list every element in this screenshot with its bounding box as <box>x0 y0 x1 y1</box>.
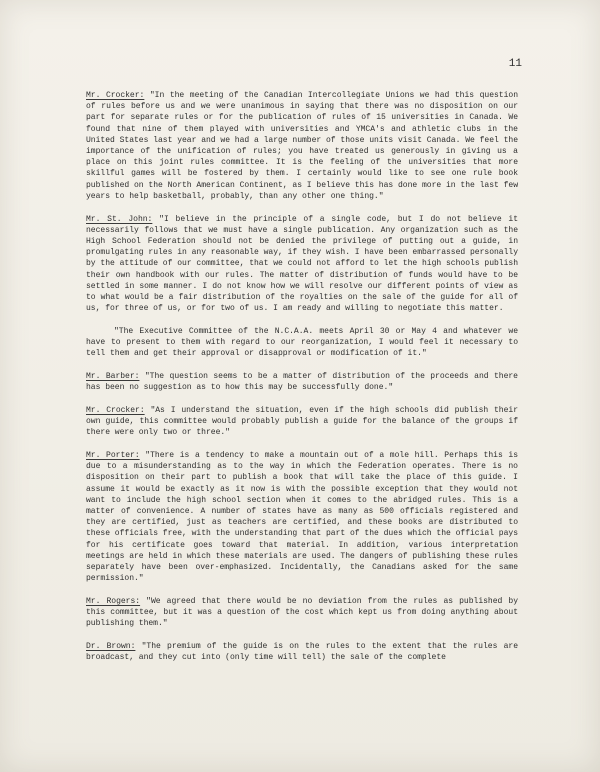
paragraph-crocker-2 <box>86 405 518 439</box>
paragraph-barber <box>86 371 518 393</box>
paragraph-text: "The Executive Committee of the N.C.A.A. meets April 30 or May 4 and whatever we have to present to them with regard to our reorganization, I would feel it necessary to tell them and get their approval or disapproval or modification of it." <box>86 326 518 359</box>
paragraph-text: "The question seems to be a matter of distribution of the proceeds and there has been no suggestion as to how this may be successfully done." <box>86 371 518 393</box>
paragraph-text: "We agreed that there would be no deviation from the rules as published by this committee, but it was a question of the cost which kept us from doing anything about publishing them." <box>86 596 518 629</box>
paragraph-brown <box>86 641 518 663</box>
paragraph-text: "I believe in the principle of a single code, but I do not believe it necessarily follows that we must have a single publication. Any organization such as the High School Federation should not be denied the privilege of putting out a guide, in promulgating rules in any reasonable way, if they wish. I have been embarrassed personally by the attitude of our committee, that we could not afford to let the high schools publish their own handbook with our rules. The matter of distribution of funds would have to be settled in some manner. I do not know how we will resolve our different points of view as to what would be a fair distribution of the royalties on the sale of the guide for all of us, for three of us, or for two of us. I am ready and willing to negotiate this matter. <box>86 214 518 314</box>
document-body <box>86 90 518 675</box>
paragraph-text: "The premium of the guide is on the rules to the extent that the rules are broadcast, and they cut into (only time will tell) the sale of the complete <box>86 642 518 663</box>
paragraph-rogers <box>86 596 518 630</box>
speaker-name: Mr. Barber: <box>86 371 140 381</box>
speaker-name: Mr. St. John: <box>86 214 153 224</box>
paragraph-crocker-1 <box>86 90 518 202</box>
speaker-name: Mr. Rogers: <box>86 596 141 606</box>
speaker-name: Dr. Brown: <box>86 642 136 652</box>
paragraph-st-john <box>86 214 518 315</box>
speaker-name: Mr. Crocker: <box>86 91 145 100</box>
speaker-name: Mr. Crocker: <box>86 405 145 415</box>
paragraph-text: "In the meeting of the Canadian Intercollegiate Unions we had this question of rules before us and we were unanimous in saying that there was no disposition on our part for separate rules or for the publication of rules of 15 universities in Canada. We found that nine of them played with universities and YMCA's and athletic clubs in the United States last year and we had a large number of those units visit Canada. We feel the importance of the unification of rules; you have treated us generously in giving us a place on this joint rules committee. It is the feeling of the universities that more skillful games will be fostered by them. I certainly would like to see one rule book published on the North American Continent, as I believe this has done more in the last few years to help basketball, probably, than any other one thing." <box>86 91 519 201</box>
speaker-name: Mr. Porter: <box>86 450 140 460</box>
paragraph-st-john-continued <box>86 326 518 360</box>
paragraph-text: "As I understand the situation, even if the high schools did publish their own guide, this committee would probably publish a guide for the balance of the groups if there were only two or three." <box>86 405 518 438</box>
paragraph-text: "There is a tendency to make a mountain out of a mole hill. Perhaps this is due to a misunderstanding as to the way in which the Federation operates. There is no disposition on their part to publish a book that will take the place of this guide. I assume it would be exactly as it now is with the possible exception that they would not want to include the high school section when it comes to the abridged rules. This is a matter of convenience. A number of states have as many as 500 officials registered and they are certified, just as teachers are certified, and these books are distributed to these officials free, with the understanding that part of the dues which the official pays for his certificate goes toward that material. In addition, various interpretation meetings are held in which these materials are used. The dangers of publishing these rules separately have been over-emphasized. Incidentally, the Canadians asked for the same permission." <box>86 450 518 584</box>
paragraph-porter <box>86 450 518 584</box>
page-number: 11 <box>508 58 522 70</box>
